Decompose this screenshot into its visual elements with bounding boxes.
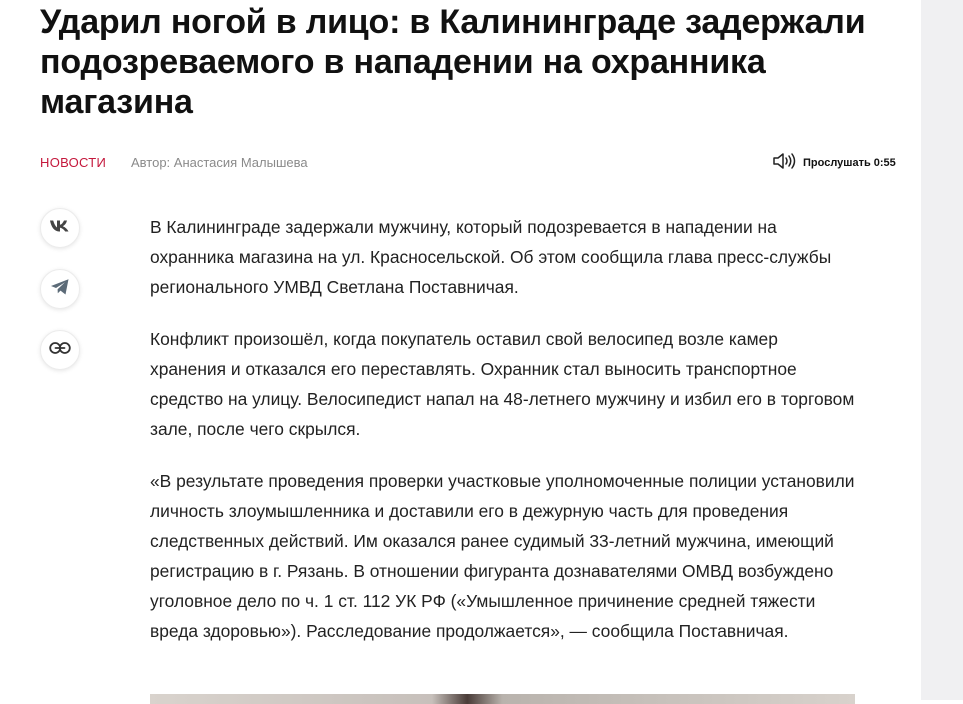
article-paragraph: «В результате проведения проверки участковые уполномоченные полиции установили личность злоумышленника и доставили его в дежурную часть для проведения следственных действий. Им оказался ранее судимый 33-летний мужчина, имеющий регистрацию в г. Рязань. В отношении фигуранта дознавателями ОМВД возбуждено уголовное дело по ч. 1 ст. 112 УК РФ («Умышленное причинение средней тяжести вреда здоровью»). Расследование продолжается», — сообщила Поставничая. xyxy=(150,471,855,641)
copy-link-button[interactable] xyxy=(40,330,80,370)
listen-label: Прослушать 0:55 xyxy=(803,157,896,169)
listen-button[interactable] xyxy=(772,153,896,173)
share-telegram-button[interactable] xyxy=(40,269,80,309)
link-icon xyxy=(49,341,71,360)
share-panel xyxy=(40,208,80,391)
article-headline: Ударил ногой в лицо: в Калининграде задержали подозреваемого в нападении на охранника магазина xyxy=(40,3,866,121)
article-body xyxy=(150,212,855,668)
article-paragraph: В Калининграде задержали мужчину, который подозревается в нападении на охранника магазина на ул. Красносельской. Об этом сообщила глава пресс-службы регионального УМВД Светлана Поставничая. xyxy=(150,217,832,297)
share-vk-button[interactable] xyxy=(40,208,80,248)
article-meta xyxy=(40,155,900,173)
rubric-link[interactable]: НОВОСТИ xyxy=(40,155,107,170)
right-gutter xyxy=(921,0,963,700)
article-photo xyxy=(150,694,855,704)
article-paragraph: Конфликт произошёл, когда покупатель оставил свой велосипед возле камер хранения и отказался его переставлять. Охранник стал выносить транспортное средство на улицу. Велосипедист напал на 48-летнего мужчину и избил его в торговом зале, после чего скрылся. xyxy=(150,329,855,439)
vk-icon xyxy=(49,219,71,238)
author-byline: Автор: Анастасия Малышева xyxy=(131,155,308,170)
speaker-icon xyxy=(772,152,798,175)
telegram-icon xyxy=(50,278,70,301)
